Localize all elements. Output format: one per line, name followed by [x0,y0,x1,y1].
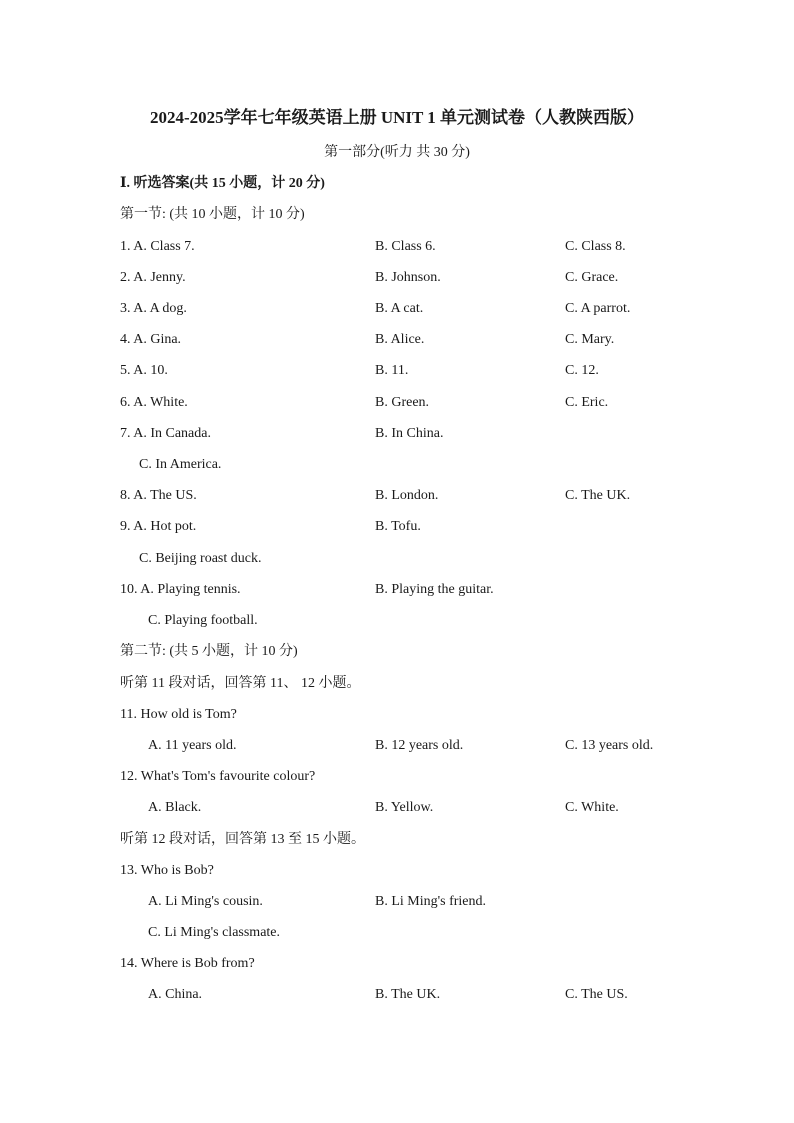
q13-option-a: A. Li Ming's cousin. [148,894,263,909]
q10-option-a: 10. A. Playing tennis. [120,582,241,597]
q3-option-c: C. A parrot. [565,301,631,316]
q2-option-b: B. Johnson. [375,270,441,285]
q6-option-b: B. Green. [375,395,430,410]
q11-option-c: C. 13 years old. [565,738,654,753]
section-heading: Ⅰ. 听选答案(共 15 小题，计 20 分) [120,176,325,191]
dialog-instruction-12: 听第 12 段对话，回答第 13 至 15 小题。 [120,832,365,847]
q1-option-a: 1. A. Class 7. [120,239,195,254]
q12-option-a: A. Black. [148,800,202,815]
q10-option-c: C. Playing football. [148,613,258,628]
q9-option-b: B. Tofu. [375,519,421,534]
q2-option-a: 2. A. Jenny. [120,270,186,285]
q11-stem: 11. How old is Tom? [120,707,237,722]
q14-option-b: B. The UK. [375,987,441,1002]
q8-option-a: 8. A. The US. [120,488,197,503]
part-heading: 第一部分(听力 共 30 分) [324,145,470,160]
q7-option-b: B. In China. [375,426,444,441]
q6-option-c: C. Eric. [565,395,609,410]
q3-option-b: B. A cat. [375,301,424,316]
q3-option-a: 3. A. A dog. [120,301,187,316]
q9-option-c: C. Beijing roast duck. [139,551,262,566]
subsection-heading-2: 第二节: (共 5 小题，计 10 分) [120,644,298,659]
q13-option-c: C. Li Ming's classmate. [148,925,281,940]
q4-option-c: C. Mary. [565,332,615,347]
q1-option-b: B. Class 6. [375,239,436,254]
q12-option-c: C. White. [565,800,619,815]
q13-option-b: B. Li Ming's friend. [375,894,487,909]
q7-option-c: C. In America. [139,457,222,472]
q11-option-b: B. 12 years old. [375,738,464,753]
q14-option-a: A. China. [148,987,203,1002]
q8-option-b: B. London. [375,488,439,503]
q12-stem: 12. What's Tom's favourite colour? [120,769,316,784]
q14-stem: 14. Where is Bob from? [120,956,255,971]
q6-option-a: 6. A. White. [120,395,188,410]
q12-option-b: B. Yellow. [375,800,434,815]
subsection-heading-1: 第一节: (共 10 小题，计 10 分) [120,207,305,222]
q1-option-c: C. Class 8. [565,239,626,254]
q4-option-b: B. Alice. [375,332,425,347]
q7-option-a: 7. A. In Canada. [120,426,211,441]
q13-stem: 13. Who is Bob? [120,863,214,878]
q14-option-c: C. The US. [565,987,628,1002]
page-title: 2024-2025学年七年级英语上册 UNIT 1 单元测试卷（人教陕西版） [149,108,645,127]
q5-option-a: 5. A. 10. [120,363,168,378]
q5-option-c: C. 12. [565,363,599,378]
q11-option-a: A. 11 years old. [148,738,237,753]
q4-option-a: 4. A. Gina. [120,332,182,347]
q10-option-b: B. Playing the guitar. [375,582,494,597]
q5-option-b: B. 11. [375,363,409,378]
q2-option-c: C. Grace. [565,270,619,285]
q9-option-a: 9. A. Hot pot. [120,519,197,534]
dialog-instruction-11: 听第 11 段对话，回答第 11、 12 小题。 [120,676,361,691]
q8-option-c: C. The UK. [565,488,631,503]
